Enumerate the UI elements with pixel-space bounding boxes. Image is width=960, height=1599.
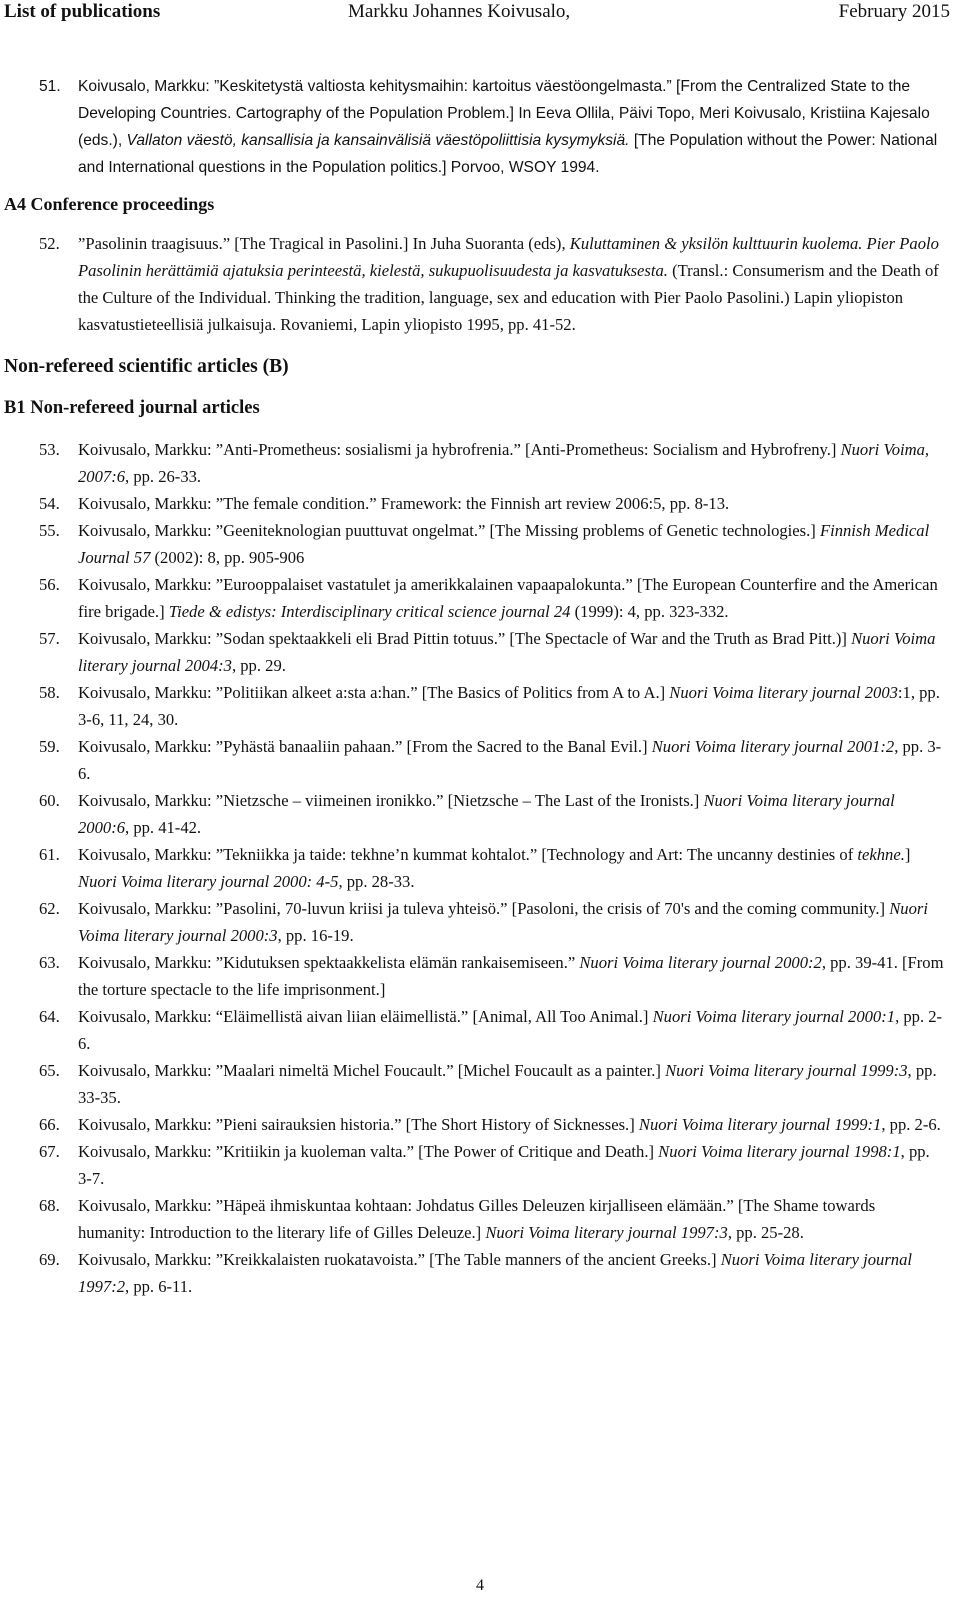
page-header (0, 0, 960, 26)
entry-text: Koivusalo, Markku: ”Keskitetystä valtiosta kehitysmaihin: kartoitus väestöongelmasta.” [From the Centralized State to the Developing Countries. Cartography of the Population Problem.] In Eeva Ollila, Päivi Topo, Meri Koivusalo, Kristiina Kajesalo (eds.), (78, 78, 930, 149)
publication-entry (0, 1192, 960, 1246)
entry-text: Koivusalo, Markku: ”Maalari nimeltä Michel Foucault.” [Michel Foucault as a painter.] (78, 1061, 666, 1080)
journal-article-list (0, 436, 960, 1300)
publication-entry (0, 1003, 960, 1057)
entry-number: 57. (39, 629, 60, 648)
entry-journal-title: Nuori Voima, 2007:6 (78, 440, 930, 486)
publication-entry (0, 436, 960, 490)
entry-text: Koivusalo, Markku: ”Pyhästä banaaliin pahaan.” [From the Sacred to the Banal Evil.] (78, 737, 652, 756)
entry-text-continued: , pp. 2-6. (881, 1115, 941, 1134)
entry-journal-title-2: Nuori Voima literary journal 2000: 4-5 (78, 872, 339, 891)
entry-number: 61. (39, 845, 60, 864)
publication-entry (0, 679, 960, 733)
entry-number: 59. (39, 737, 60, 756)
entry-text-continued: [The Population without the Power: National and International questions in the Population politics.] Porvoo, WSOY 1994. (78, 132, 938, 176)
publication-entry (0, 490, 960, 517)
entry-text-continued: , pp. 29. (231, 656, 286, 675)
entry-number: 68. (39, 1196, 60, 1215)
publication-list (0, 73, 960, 1300)
entry-text-continued: , pp. 26-33. (125, 467, 202, 486)
publication-entry (0, 517, 960, 571)
entry-text: Koivusalo, Markku: ”Kidutuksen spektaakkelista elämän rankaisemiseen.” (78, 953, 580, 972)
publication-entry (0, 1246, 960, 1300)
entry-journal-title: Nuori Voima literary journal 1997:3 (485, 1223, 728, 1242)
entry-text: Koivusalo, Markku: ”Geeniteknologian puuttuvat ongelmat.” [The Missing problems of Genetic technologies.] (78, 521, 820, 540)
publication-entry (0, 895, 960, 949)
entry-text: Koivusalo, Markku: ”Tekniikka ja taide: tekhne’n kummat kohtalot.” [Technology and Art: The uncanny destinies of (78, 845, 858, 864)
entry-text: Koivusalo, Markku: ”Sodan spektaakkeli eli Brad Pittin totuus.” [The Spectacle of War and the Truth as Brad Pitt.)] (78, 629, 852, 648)
entry-text: Koivusalo, Markku: ”The female condition.” Framework: the Finnish art review 2006:5, pp. 8-13. (78, 494, 730, 513)
entry-text-continued: , pp. 25-28. (727, 1223, 804, 1242)
entry-journal-title: tekhne. (857, 845, 905, 864)
entry-text: Koivusalo, Markku: ”Nietzsche – viimeinen ironikko.” [Nietzsche – The Last of the Ironists.] (78, 791, 704, 810)
entry-number: 52. (39, 234, 60, 253)
publication-entry (0, 625, 960, 679)
entry-text-continued: , pp. 33-35. (78, 1061, 937, 1107)
entry-journal-title: Nuori Voima literary journal 2000:2 (579, 953, 822, 972)
entry-text-continued: (Transl.: Consumerism and the Death of the Culture of the Individual. Thinking the tradition, language, sex and education with Pier Paolo Pasolini.) Lapin yliopiston kasvatustieteellisiä julkaisuja. Rovaniemi, Lapin yliopisto 1995, pp. 41-52. (78, 261, 939, 334)
header-author: Markku Johannes Koivusalo, (348, 1, 571, 22)
entry-number: 55. (39, 521, 60, 540)
entry-text: ”Pasolinin traagisuus.” [The Tragical in Pasolini.] In Juha Suoranta (eds), (78, 234, 570, 253)
entry-text: Koivusalo, Markku: ”Pieni sairauksien historia.” [The Short History of Sicknesses.] (78, 1115, 639, 1134)
section-heading-a4: A4 Conference proceedings (4, 194, 215, 214)
publication-entry (0, 1057, 960, 1111)
entry-journal-title: Nuori Voima literary journal 1999:1 (638, 1115, 882, 1134)
entry-number: 67. (39, 1142, 60, 1161)
entry-number: 63. (39, 953, 60, 972)
entry-journal-title: Nuori Voima literary journal 2001:2 (651, 737, 895, 756)
publication-entry (0, 1111, 960, 1138)
publication-entry (0, 1138, 960, 1192)
entry-text: Koivusalo, Markku: ”Politiikan alkeet a:sta a:han.” [The Basics of Politics from A to A.] (78, 683, 670, 702)
entry-journal-title: Nuori Voima literary journal 2003 (669, 683, 898, 702)
publication-entry (0, 733, 960, 787)
entry-text: Koivusalo, Markku: ”Kreikkalaisten ruokatavoista.” [The Table manners of the ancient Greeks.] (78, 1250, 721, 1269)
publication-entry (0, 787, 960, 841)
entry-journal-title: Tiede & edistys: Interdisciplinary critical science journal 24 (168, 602, 571, 621)
header-date: February 2015 (838, 1, 950, 22)
entry-journal-title: Nuori Voima literary journal 1999:3 (665, 1061, 908, 1080)
entry-number: 65. (39, 1061, 60, 1080)
entry-text: Koivusalo, Markku: ”Pasolini, 70-luvun kriisi ja tuleva yhteisö.” [Pasoloni, the crisis of 70's and the coming community.] (78, 899, 890, 918)
section-heading-b1: B1 Non-refereed journal articles (4, 398, 260, 418)
entry-text-continued: (2002): 8, pp. 905-906 (150, 548, 305, 567)
header-document-title: List of publications (4, 1, 161, 22)
entry-book-title: Kuluttaminen & yksilön kulttuurin kuolema. Pier Paolo Pasolinin herättämiä ajatuksia perinteestä, kielestä, sukupuolisuudesta ja kasvatuksesta. (78, 234, 939, 280)
publication-entry (0, 841, 960, 895)
entry-number: 66. (39, 1115, 60, 1134)
entry-journal-title: Nuori Voima literary journal 2000:3 (78, 899, 928, 945)
entry-text-continued: :1, pp. 3-6, 11, 24, 30. (78, 683, 940, 729)
entry-number: 58. (39, 683, 60, 702)
entry-journal-title: Nuori Voima literary journal 2000:1 (652, 1007, 896, 1026)
entry-journal-title: Nuori Voima literary journal 2000:6 (78, 791, 895, 837)
page-number: 4 (476, 1577, 484, 1594)
entry-number: 51. (39, 78, 61, 95)
entry-number: 53. (39, 440, 60, 459)
entry-text: Koivusalo, Markku: ”Anti-Prometheus: sosialismi ja hybrofrenia.” [Anti-Prometheus: Socialism and Hybrofreny.] (78, 440, 841, 459)
entry-journal-title: Nuori Voima literary journal 1997:2 (78, 1250, 913, 1296)
entry-text: Koivusalo, Markku: ”Häpeä ihmiskuntaa kohtaan: Johdatus Gilles Deleuzen kirjalliseen elämään.” [The Shame towards humanity: Introduction to the literary life of Gilles Deleuze.] (78, 1196, 876, 1242)
entry-text-continued: ] (904, 845, 911, 864)
publication-entry (0, 73, 960, 181)
entry-journal-title: Nuori Voima literary journal 2004:3 (78, 629, 936, 675)
publication-entry (0, 230, 960, 338)
entry-journal-title: Nuori Voima literary journal 1998:1 (658, 1142, 901, 1161)
entry-number: 60. (39, 791, 60, 810)
entry-text: Koivusalo, Markku: ”Kritiikin ja kuoleman valta.” [The Power of Critique and Death.] (78, 1142, 659, 1161)
entry-book-title: Vallaton väestö, kansallisia ja kansainvälisiä väestöpoliittisia kysymyksiä. (126, 132, 630, 149)
entry-text-continued: , pp. 3-6. (78, 737, 942, 783)
entry-text-continued: , pp. 41-42. (125, 818, 202, 837)
entry-text: Koivusalo, Markku: “Eläimellistä aivan liian eläimellistä.” [Animal, All Too Animal.] (78, 1007, 653, 1026)
entry-text-continued: , pp. 3-7. (78, 1142, 930, 1188)
entry-number: 56. (39, 575, 60, 594)
entry-text: Koivusalo, Markku: ”Eurooppalaiset vastatulet ja amerikkalainen vapaapalokunta.” [The European Counterfire and the American fire brigade.] (78, 575, 938, 621)
entry-text-continued: , pp. 2-6. (78, 1007, 943, 1053)
entry-text-end: , pp. 28-33. (338, 872, 415, 891)
entry-text-continued: , pp. 16-19. (277, 926, 354, 945)
entry-text-continued: , pp. 6-11. (125, 1277, 193, 1296)
entry-text-continued: , pp. 39-41. [From the torture spectacle to the life imprisonment.] (78, 953, 944, 999)
entry-number: 64. (39, 1007, 60, 1026)
entry-number: 62. (39, 899, 60, 918)
publication-entry (0, 949, 960, 1003)
entry-journal-title: Finnish Medical Journal 57 (78, 521, 930, 567)
entry-number: 54. (39, 494, 60, 513)
section-heading-nonrefereed: Non-refereed scientific articles (B) (4, 356, 289, 377)
publication-entry (0, 571, 960, 625)
entry-text-continued: (1999): 4, pp. 323-332. (570, 602, 729, 621)
entry-number: 69. (39, 1250, 60, 1269)
